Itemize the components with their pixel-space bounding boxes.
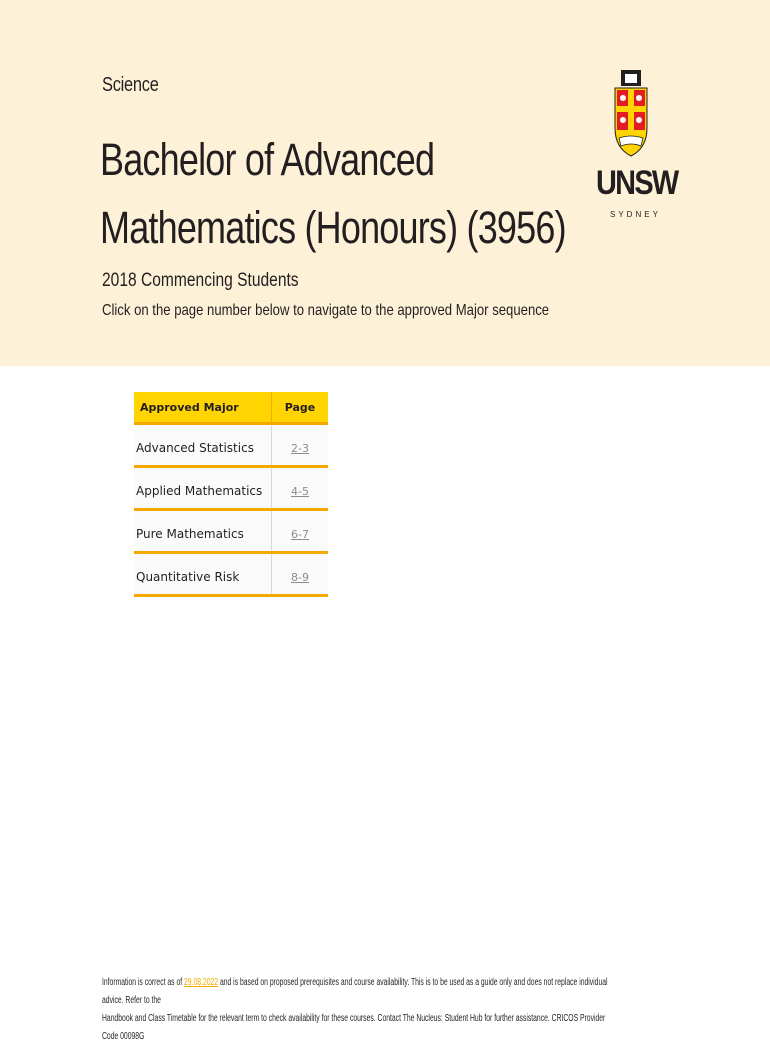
- unsw-crest-icon: [613, 68, 649, 166]
- footer-text-line2: Handbook and Class Timetable for the relevant term to check availability for these courses. Contact The Nucleus: Student Hub for further assistance. CRICOS Provider Code 00098G: [102, 1013, 606, 1042]
- approved-majors-table: [134, 392, 328, 597]
- page-link[interactable]: 4-5: [272, 467, 329, 510]
- table-header-row: [134, 392, 328, 424]
- page-link[interactable]: 6-7: [272, 510, 329, 553]
- footer-date-link[interactable]: 29.08.2022: [184, 977, 219, 988]
- table-row: [134, 510, 328, 553]
- footer-text-end: and is based on proposed prerequisites and course availability. This is to be used as a guide only and does not replace individual advice. Refer to the: [102, 977, 608, 1006]
- major-name: Applied Mathematics: [134, 467, 272, 510]
- table-row: [134, 467, 328, 510]
- instruction-text: Click on the page number below to navigate to the approved Major sequence: [102, 302, 550, 319]
- major-name: Quantitative Risk: [134, 553, 272, 596]
- page-link[interactable]: 2-3: [272, 424, 329, 467]
- major-name: Advanced Statistics: [134, 424, 272, 467]
- page-subtitle: 2018 Commencing Students: [102, 270, 299, 291]
- page-link[interactable]: 8-9: [272, 553, 329, 596]
- unsw-logo: [596, 68, 678, 228]
- table-row: [134, 424, 328, 467]
- unsw-wordmark: UNSW: [596, 164, 678, 202]
- page-title: Bachelor of Advanced Mathematics (Honours) (3956): [100, 134, 566, 253]
- header-page: Page: [272, 392, 329, 424]
- major-name: Pure Mathematics: [134, 510, 272, 553]
- footer-disclaimer: [102, 974, 619, 1046]
- faculty-label: Science: [102, 74, 159, 96]
- unsw-city: SYDNEY: [610, 210, 661, 219]
- header-approved-major: Approved Major: [134, 392, 272, 424]
- table-row: [134, 553, 328, 596]
- footer-text-start: Information is correct as of: [102, 977, 185, 988]
